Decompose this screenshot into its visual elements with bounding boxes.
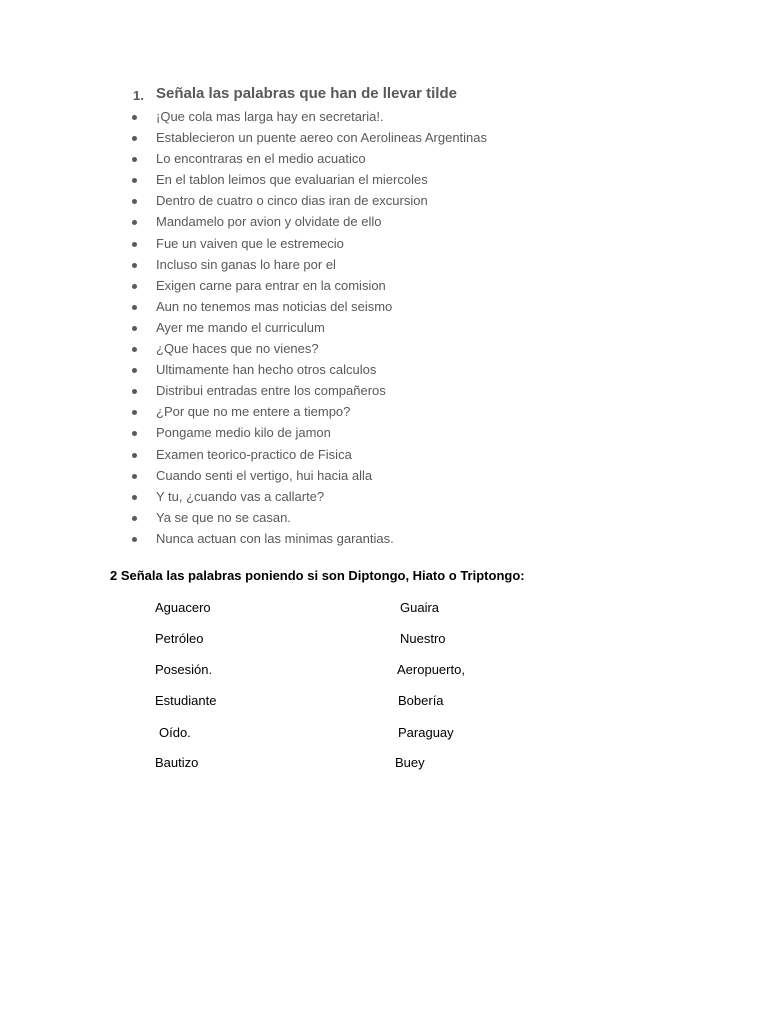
bullet-icon [132, 453, 137, 458]
word-left-2: Petróleo [155, 631, 204, 646]
exercise-1-number: 1. [133, 88, 144, 103]
list-item [0, 275, 768, 296]
list-item [0, 106, 768, 127]
word-left-3: Posesión. [155, 662, 213, 677]
sentence-text: Distribui entradas entre los compañeros [156, 383, 386, 399]
exercise-1-heading [0, 84, 768, 106]
list-item [0, 465, 768, 486]
bullet-icon [132, 242, 137, 247]
list-item [0, 486, 768, 507]
word-left-4: Estudiante [155, 693, 217, 708]
word-left-6: Bautizo [155, 755, 199, 770]
list-item [0, 169, 768, 190]
sentence-text: Establecieron un puente aereo con Aerolineas Argentinas [156, 130, 488, 146]
bullet-icon [132, 474, 137, 479]
word-right-5: Paraguay [398, 725, 454, 740]
list-item [0, 211, 768, 232]
list-item [0, 401, 768, 422]
list-item [0, 380, 768, 401]
bullet-icon [132, 178, 137, 183]
word-right-4: Bobería [398, 693, 444, 708]
sentence-text: ¿Que haces que no vienes? [156, 341, 319, 357]
list-item [0, 317, 768, 338]
sentence-text: Fue un vaiven que le estremecio [156, 235, 344, 251]
bullet-icon [132, 115, 137, 120]
sentence-text: ¿Por que no me entere a tiempo? [156, 404, 351, 420]
bullet-icon [132, 537, 137, 542]
bullet-icon [132, 220, 137, 225]
word-left-5: Oído. [159, 725, 191, 740]
sentence-text: ¡Que cola mas larga hay en secretaria!. [156, 109, 384, 124]
sentence-text: Ayer me mando el curriculum [156, 319, 325, 335]
bullet-icon [132, 284, 137, 289]
exercise-1 [0, 84, 768, 549]
sentence-text: Ultimamente han hecho otros calculos [156, 362, 377, 378]
list-item [0, 528, 768, 549]
list-item [0, 254, 768, 275]
bullet-icon [132, 495, 137, 500]
bullet-icon [132, 136, 137, 141]
list-item [0, 422, 768, 443]
list-item [0, 127, 768, 148]
list-item [0, 338, 768, 359]
sentence-text: Cuando senti el vertigo, hui hacia alla [156, 467, 373, 483]
bullet-icon [132, 199, 137, 204]
sentence-text: Dentro de cuatro o cinco dias iran de excursion [156, 193, 428, 209]
word-right-1: Guaira [400, 600, 440, 615]
list-item [0, 359, 768, 380]
bullet-icon [132, 263, 137, 268]
list-item [0, 190, 768, 211]
sentence-text: Ya se que no se casan. [156, 509, 291, 525]
word-left-1: Aguacero [155, 600, 211, 615]
sentence-text: En el tablon leimos que evaluarian el miercoles [156, 172, 428, 188]
sentence-text: Lo encontraras en el medio acuatico [156, 151, 366, 167]
sentence-text: Pongame medio kilo de jamon [156, 425, 331, 441]
list-item [0, 233, 768, 254]
list-item [0, 148, 768, 169]
sentence-text: Aun no tenemos mas noticias del seismo [156, 298, 393, 314]
sentence-text: Exigen carne para entrar en la comision [156, 277, 386, 293]
bullet-icon [132, 368, 137, 373]
exercise-2-title: 2 Señala las palabras poniendo si son Diptongo, Hiato o Triptongo: [110, 568, 525, 583]
sentence-text: Incluso sin ganas lo hare por el [156, 256, 336, 272]
sentence-text: Nunca actuan con las minimas garantias. [156, 530, 394, 546]
bullet-icon [132, 389, 137, 394]
bullet-icon [132, 305, 137, 310]
exercise-1-title: Señala las palabras que han de llevar tilde [156, 85, 457, 102]
sentence-text: Mandamelo por avion y olvidate de ello [156, 214, 382, 230]
word-right-2: Nuestro [400, 631, 446, 646]
bullet-icon [132, 347, 137, 352]
list-item [0, 444, 768, 465]
bullet-icon [132, 326, 137, 331]
word-right-6: Buey [395, 755, 425, 770]
list-item [0, 296, 768, 317]
word-right-3: Aeropuerto, [397, 662, 465, 677]
sentence-text: Y tu, ¿cuando vas a callarte? [156, 488, 325, 504]
bullet-icon [132, 516, 137, 521]
sentence-text: Examen teorico-practico de Fisica [156, 446, 352, 462]
bullet-icon [132, 157, 137, 162]
sentence-list [0, 106, 768, 549]
list-item [0, 507, 768, 528]
bullet-icon [132, 431, 137, 436]
bullet-icon [132, 410, 137, 415]
